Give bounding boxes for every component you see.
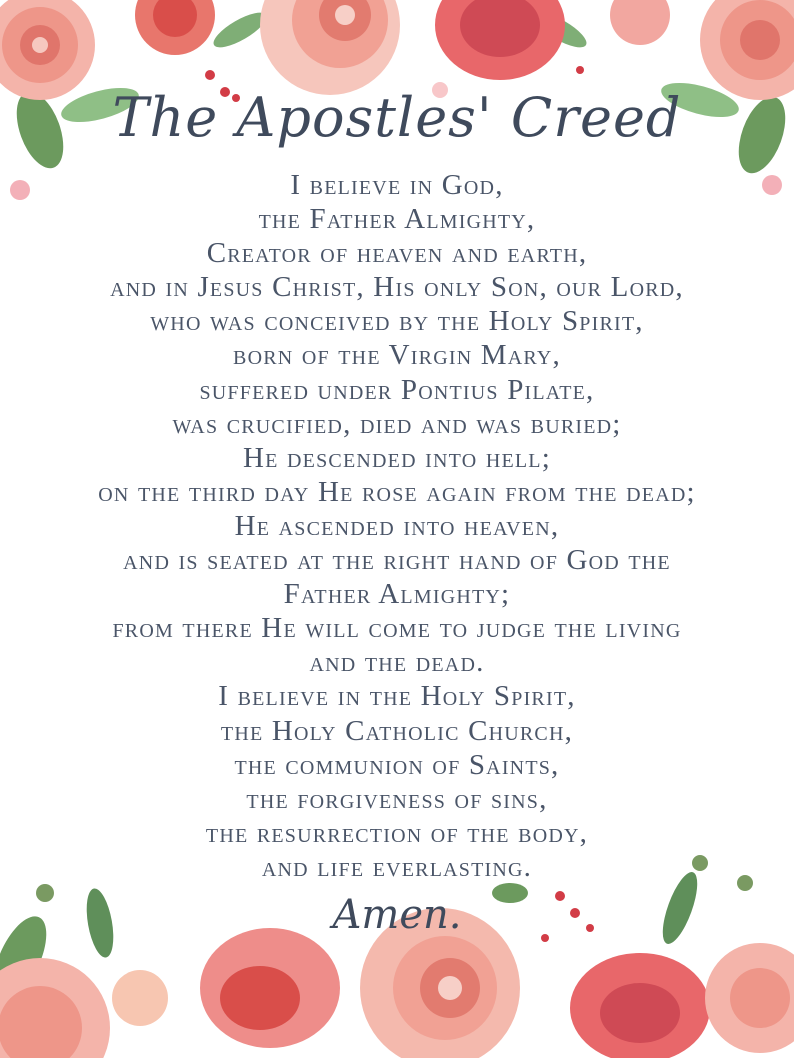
creed-body xyxy=(20,168,774,884)
creed-line: and the dead. xyxy=(309,646,485,679)
creed-line: and life everlasting. xyxy=(261,850,533,883)
creed-line: the resurrection of the body, xyxy=(205,816,589,849)
creed-line: on the third day He rose again from the dead; xyxy=(98,475,696,508)
creed-line: the communion of Saints, xyxy=(234,748,560,781)
creed-line: born of the Virgin Mary, xyxy=(233,339,561,372)
creed-line: and in Jesus Christ, His only Son, our Lord, xyxy=(110,271,684,304)
creed-line: I believe in the Holy Spirit, xyxy=(218,680,576,713)
creed-line: suffered under Pontius Pilate, xyxy=(199,373,595,406)
creed-line: the Holy Catholic Church, xyxy=(220,714,574,747)
page-title: The Apostles' Creed xyxy=(112,86,682,149)
creed-line: He ascended into heaven, xyxy=(234,509,560,542)
creed-line: the forgiveness of sins, xyxy=(246,782,548,815)
creed-line: who was conceived by the Holy Spirit, xyxy=(150,305,644,338)
creed-line: Creator of heaven and earth, xyxy=(206,237,588,270)
creed-line: from there He will come to judge the living xyxy=(112,612,682,645)
creed-line: and is seated at the right hand of God the xyxy=(123,544,671,577)
creed-line: Father Almighty; xyxy=(283,578,511,611)
creed-line: I believe in God, xyxy=(290,169,504,201)
closing-amen: Amen. xyxy=(332,892,462,938)
creed-line: the Father Almighty, xyxy=(258,203,536,236)
creed-line: He descended into hell; xyxy=(243,441,551,474)
creed-line: was crucified, died and was buried; xyxy=(172,407,622,440)
